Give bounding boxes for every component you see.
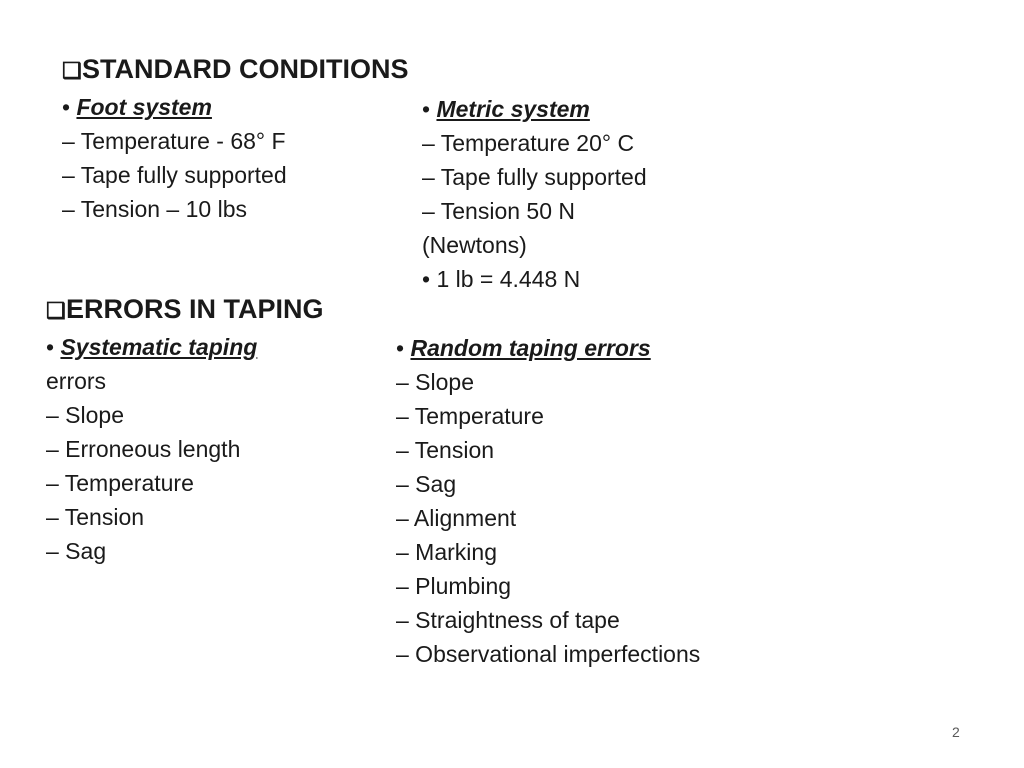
list-item: errors [46,368,107,394]
list-item: – Sag [46,538,107,564]
list-item: – Temperature 20° C [422,130,635,156]
list-item: – Temperature - 68° F [62,128,286,154]
systematic-errors-block [46,330,257,568]
foot-system-block [62,90,287,226]
checkbox-bullet-icon: ❑ [62,58,82,83]
standard-conditions-heading: ❑STANDARD CONDITIONS [62,52,409,88]
list-item: – Plumbing [396,573,512,599]
metric-system-block [422,92,647,296]
list-item: – Straightness of tape [396,607,620,633]
list-item: – Tension [396,437,495,463]
list-item: – Erroneous length [46,436,241,462]
systematic-errors-label: • Systematic taping [46,334,258,360]
list-item: – Observational imperfections [396,641,701,667]
list-item: – Tension [46,504,145,530]
list-item: – Alignment [396,505,517,531]
list-item: – Slope [46,402,125,428]
list-item: – Marking [396,539,497,565]
list-item: • 1 lb = 4.448 N [422,266,581,292]
foot-system-label: • Foot system [62,94,212,120]
page-number: 2 [952,724,960,740]
checkbox-bullet-icon: ❑ [46,298,66,323]
list-item: – Tape fully supported [62,162,287,188]
list-item: – Tension 50 N [422,198,576,224]
list-item: – Tape fully supported [422,164,647,190]
random-errors-label: • Random taping errors [396,335,651,361]
list-item: – Temperature [396,403,544,429]
random-errors-block [396,331,700,671]
list-item: – Tension – 10 lbs [62,196,247,222]
list-item: (Newtons) [422,232,527,258]
list-item: – Temperature [46,470,194,496]
metric-system-label: • Metric system [422,96,590,122]
list-item: – Slope [396,369,475,395]
list-item: – Sag [396,471,457,497]
errors-in-taping-heading: ❑ERRORS IN TAPING [46,292,324,328]
